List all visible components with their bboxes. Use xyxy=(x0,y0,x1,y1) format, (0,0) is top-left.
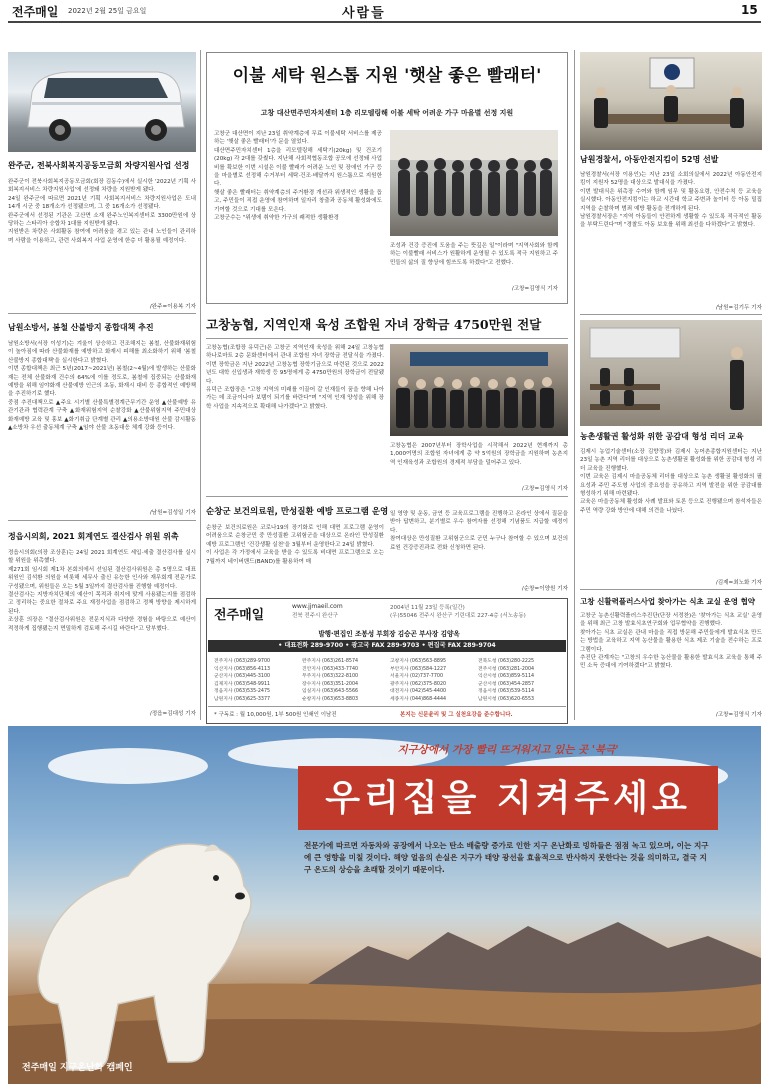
police-meeting-photo xyxy=(580,52,762,150)
masthead-logo: 전주매일 xyxy=(12,5,59,19)
branches-col-1 xyxy=(214,658,300,703)
branches-col-4 xyxy=(478,658,564,703)
branch: 익산지사 (063)856-4113 xyxy=(214,666,271,672)
imprint-pub-address: (우)55046 전주시 완산구 기린대로 227-4층 (서노송동) xyxy=(390,613,526,619)
scholarship-ceremony-photo xyxy=(390,344,568,436)
branches-col-3 xyxy=(390,658,476,703)
page-number: 15 xyxy=(741,3,758,17)
a4-headline: 이불 세탁 원스톱 지원 '햇살 좋은 빨래터' xyxy=(232,66,542,86)
branch: 전주지사 (063)289-9700 xyxy=(214,659,271,664)
branch: 순창지사 (063)653-8803 xyxy=(302,696,359,702)
branch: 고창지사 (063)563-8895 xyxy=(390,659,447,664)
branch: 정읍지사 (063)535-2475 xyxy=(214,689,271,694)
a6-headline: 순창군 보건의료원, 만성질환 예방 프로그램 운영 xyxy=(206,507,389,517)
a9-byline: /고창=김영식 기자 xyxy=(715,712,762,718)
a5-rule xyxy=(206,338,568,339)
a4-byline: /고창=김영식 기자 xyxy=(511,286,558,292)
branch: 군산지사 (063)445-3100 xyxy=(214,674,271,679)
ad-body: 전문가에 따르면 자동차와 공장에서 나오는 탄소 배출량 증가로 인한 지구 온난화로 빙하들은 점점 녹고 있으며, 이는 지구에 큰 영향을 미칠 것이다. 해양 얼음의 손실은 지구가 태양 광선을 효율적으로 반사하지 못한다는 것을 의미하고, 결국 지구 온도의 상승을 초래할 것이기 때문이다. xyxy=(304,841,709,874)
a2-headline: 남원소방서, 봄철 산불방지 종합대책 추진 xyxy=(8,323,154,332)
a9-headline: 고창 신활력플러스사업 찾아가는 식초 교실 운영 협약 xyxy=(580,597,756,606)
branch: 부안지사 (063)584-1227 xyxy=(390,666,447,672)
a6-body-left: 순창군 보건의료원은 코로나19의 장기화로 인해 대면 프로그램 운영이 어려움으로 순창군민 중 만성질환 고위험군을 대상으로 온라인 만성질환 예방 프로그램인 '건강생활 실천'을 3월부터 운영한다고 24일 밝혔다. 이 사업은 각 가정에서 교육을 받을 수 있도록 비대면 프로그램으로 오는 7월까지 네이버밴드(BAND)를 활용하여 매 xyxy=(206,525,384,565)
imprint-url: www.jjmaeil.com xyxy=(292,603,343,610)
a4-body-left: 고창군 대산면이 지난 23일 취약계층에 무료 이불세탁 서비스를 제공하는 '햇살 좋은 빨래터'가 문을 열었다. 대산면주민자치센터 1층을 리모델링해 세탁기(20kg) 및 건조기(20kg) 각 2대를 갖췄다. 지난해 사회적협동조합 공모에 선정돼 사업비를 확보한 이번 시설은 이불 빨래가 어려운 노인 및 장애인 가구 등을 마을별로 선정해 수거부터 세탁·건조·배달까지 원스톱으로 지원한다. 햇살 좋은 빨래터는 취약계층의 주거환경 개선과 위생적인 생활을 돕고, 주민들이 직접 운영에 참여하며 일자리 창출과 공동체 활성화에도 기여할 것으로 기대를 모은다. 고창군수는 "위생에 취약한 가구의 쾌적한 생활환경 xyxy=(214,131,382,222)
branch: 서울지사 (02)737-7700 xyxy=(390,674,444,679)
masthead xyxy=(0,0,769,22)
a3-headline: 정읍시의회, 2021 회계연도 결산검사 위원 위촉 xyxy=(8,532,179,541)
a4-subhead: 고창 대산면주민자치센터 1층 리모델링해 이불 세탁 어려운 가구 마을별 선정 지원 xyxy=(260,109,514,117)
branch: 남원시청 (063)620-6553 xyxy=(478,696,535,702)
van-photo xyxy=(8,52,196,152)
a1-rule xyxy=(8,313,196,314)
branch: 전북도청 (063)280-2225 xyxy=(478,659,535,664)
a2-byline: /남원=김성일 기자 xyxy=(149,510,196,516)
a7-headline: 남원경찰서, 아동안전지킴이 52명 선발 xyxy=(580,155,719,164)
a8-rule xyxy=(580,589,762,590)
a1-headline: 완주군, 전북사회복지공동모금회 차량지원사업 선정 xyxy=(8,161,190,170)
masthead-date: 2022년 2월 25일 금요일 xyxy=(68,7,147,15)
climate-ad xyxy=(8,726,761,1084)
imprint-reg-date: 2004년 11월 23일 등록(일간) xyxy=(390,605,465,611)
banner-crowd-illustration xyxy=(390,344,568,436)
a9-body: 고창군 농촌신활력플러스추진단(단장 서정찬)은 '찾아가는 식초 교실' 운영을 위해 최근 고창 발효식초연구회와 업무협약을 진행했다. 찾아가는 식초 교실은 관내 마을을 직접 방문해 주민들에게 발효식초 만드는 방법을 교육하고 지역 농산물을 활용한 식초 제조 기술을 전수하는 프로그램이다. 추진단 관계자는 "고창의 우수한 농산물을 활용한 발효식초 교육을 통해 주민 소득 증대에 기여하겠다"고 밝혔다. xyxy=(580,613,762,670)
a6-body-right: 일 영양 및 운동, 금연 등 교육프로그램을 진행하고 온라인 상에서 질문을 받아 답변하고, 분기별로 우수 참여자를 선정해 기념품도 지급할 예정이다. 참여대상은 만성질환 고위험군으로 군민 누구나 참여할 수 있으며 보건의료원 건강증진과로 전화 신청하면 된다. xyxy=(390,511,568,551)
column-rule-right xyxy=(574,50,575,720)
a3-body: 정읍시의회(의장 조상훈)는 24일 2021 회계연도 세입·세출 결산검사를 실시할 위원을 위촉했다. 제271회 임시회 제1차 본회의에서 선임된 결산검사위원은 총 5명으로 대표위원인 김석환 의원을 비롯해 세무사 출신 유능한 인사와 재무회계 전문가로 구성됐으며, 위원들은 오는 5월 3일까지 결산검사를 진행할 예정이다. 결산검사는 지방자치단체의 예산이 목적과 취지에 맞게 사용됐는지를 점검하고 정리하는 중요한 절차로 주요 재정사업을 점검하고 정책 방향을 제시하게 된다. 조상훈 의장은 "결산검사위원은 전문지식과 다양한 경험을 바탕으로 예산이 적정하게 집행됐는지 면밀하게 검토해 주시길 바란다"고 당부했다. xyxy=(8,550,196,632)
a3-byline: /정읍=김대성 기자 xyxy=(149,711,196,717)
branch: 무주지사 (063)322-8100 xyxy=(302,674,359,679)
branch: 진안지사 (063)433-7740 xyxy=(302,666,359,672)
branch: 정읍시청 (063)539-5114 xyxy=(478,689,535,694)
a5-body-right: 고창농협은 2007년부터 장학사업을 시작해서 2022년 현재까지 총 1,000여명의 조합원 자녀에게 총 약 5억원의 장학금을 지원하며 농촌지역 인재육성과 조합원의 경제적 부담을 덜어주고 있다. xyxy=(390,443,568,466)
branch: 전주시청 (063)281-2004 xyxy=(478,666,535,672)
imprint-people: 발행·편집인 조봉성 부회장 김승곤 부사장 김양옥 xyxy=(318,630,460,638)
a7-byline: /남원=김기두 기자 xyxy=(715,305,762,311)
branch: 완주지사 (063)261-8574 xyxy=(302,659,359,664)
branch: 남원지사 (063)625-3377 xyxy=(214,696,271,702)
a5-body-left: 고창농협(조합장 유덕근)은 고창군 지역인재 육성을 위해 24일 고창농협 하나로마트 2층 문화센터에서 관내 조합원 자녀 장학금 전달식을 가졌다. 이번 장학금은 지난 2022년 고창농협 장학기금으로 마련된 것으로 2022년도 대학 신입생과 재학생 등 95명에게 총 4750만원의 장학금이 전달됐다. 유덕근 조합장은 "고창 지역의 미래를 이끌어 갈 인재들이 꿈을 향해 나아가는 데 조금이나마 보탬이 되기를 바란다"며 "지역 인재 양성을 위해 장학 사업을 지속적으로 확대해 나가겠다"고 밝혔다. xyxy=(206,345,384,410)
branch: 익산시청 (063)859-5114 xyxy=(478,674,535,679)
classroom-illustration xyxy=(580,320,762,426)
a7-body: 남원경찰서(서장 이용인)는 지난 23일 소회의실에서 2022년 아동안전지킴이 지원자 52명을 대상으로 발대식을 가졌다. 이번 발대식은 위촉장 수여와 함께 임무 및 활동요령, 안전수칙 등 교육을 실시했다. 아동안전지킴이는 하교 시간대 학교 주변과 놀이터 등 아동 밀집 지역을 순찰하며 범죄 예방 활동을 전개하게 된다. 남원경찰서장은 "지역 아동들이 안전하게 생활할 수 있도록 적극적인 활동을 부탁드린다"며 "경찰도 아동 보호를 위해 최선을 다하겠다"고 밝혔다. xyxy=(580,172,762,229)
a1-byline: /완주=이용복 기자 xyxy=(149,304,196,310)
leader-education-photo xyxy=(580,320,762,426)
a5-headline: 고창농협, 지역인재 육성 조합원 자녀 장학금 4750만원 전달 xyxy=(206,317,542,332)
column-rule-left xyxy=(200,50,201,720)
a2-rule xyxy=(8,520,196,521)
meeting-room-illustration xyxy=(580,52,762,150)
imprint-footer-left: * 구독료 : 월 10,000원, 1부 500원 인쇄인 이남진 xyxy=(214,712,337,718)
branch: 광주지사 (062)375-8020 xyxy=(390,681,447,687)
a5-bottom-rule xyxy=(206,496,568,497)
branch: 장수지사 (063)351-2004 xyxy=(302,681,359,687)
a2-body: 남원소방서(서장 이성기)는 겨울이 상승하고 건조해지는 봄철, 산불화재위험이 높아짐에 따라 산불화재를 예방하고 화재시 피해를 최소화하기 위해 '봄철 산불방지 종합대책'을 실시한다고 밝혔다. 이번 종합대책은 최근 5년(2017~2021년) 봄철(2~4월)에 발생하는 산불화재는 전체 산불화재 건수의 64%에 이를 정도로, 봄철에 집중되는 산불화재 예방을 위해 임야화재 산불예방 인근의 초동, 화재시 대비 등 종합적인 예방책을 추진하기로 했다. 중점 추진대책으로 ▲주요 시기별 산불특별경계근무기간 운영 ▲산불예방 유관기관과 협력관계 구축 ▲화재위험지역 순찰강화 ▲산불위험지역 주민대상 화재예방 교육 및 홍보 ▲화기취급 단계별 관리 ▲의용소방대원 산불 감시활동 ▲소방차 우선 출동체계 구축 ▲임야 산불 초동대응 체계 강화 등이다. xyxy=(8,341,196,432)
imprint-footer-right: 본지는 신문윤리 및 그 실천요강을 준수합니다. xyxy=(400,712,513,718)
branch: 세종지사 (044)868-4444 xyxy=(390,696,447,702)
branch: 군산시청 (063)454-2857 xyxy=(478,681,535,687)
laundry-ceremony-photo xyxy=(390,130,558,236)
a4-body-right: 조성과 건강 증진에 도움을 주는 뜻깊은 일"이라며 "지역사회와 함께하는 이불빨래 서비스가 원활하게 운영될 수 있도록 적극 지원하고 주민들의 삶의 질 향상에 힘쓰도록 하겠다"고 전했다. xyxy=(390,243,558,266)
ad-tagline: 지구상에서 가장 빨리 뜨거워지고 있는 곳 '북극' xyxy=(397,744,619,756)
masthead-rule xyxy=(8,21,761,23)
section-name: 사람들 xyxy=(342,6,386,21)
branches-col-2 xyxy=(302,658,388,703)
a1-body: 완주군이 전북사회복지공동모금회(회장 김동수)에서 실시한 '2022년 기획 사회복지서비스 차량지원사업'에 선정돼 차량을 지원받게 됐다. 24일 완주군에 따르면 2021년 기획 사회복지서비스 차량지원사업은 도내 14개 시군 중 18개소가 선정됐으며, 그 중 16개소가 선정됐다. 완주군에서 선정된 기관은 고산면 소재 완주노인복지센터로 3300만원에 상당하는 스타리아 승합차 1대를 지원받게 됐다. 지원받은 차량은 사회활동 참여에 어려움을 겪고 있는 관내 노인들이 관리하며 사람을 이용하고, 관련 사회복지 사업 운영에 한층 더 활용될 예정이다. xyxy=(8,179,196,244)
branch: 김제지사 (063)548-9911 xyxy=(214,681,271,687)
van-illustration xyxy=(8,52,196,152)
a8-headline: 농촌생활권 활성화 위한 공감대 형성 리더 교육 xyxy=(580,432,744,441)
imprint-logo: 전주매일 xyxy=(214,608,265,623)
imprint-footer-rule xyxy=(208,706,566,707)
branch: 임실지사 (063)643-5566 xyxy=(302,689,359,694)
a5-byline: /고창=김영식 기자 xyxy=(521,486,568,492)
a6-byline: /순창=이양원 기자 xyxy=(521,586,568,592)
branch: 대전지사 (042)545-4400 xyxy=(390,689,447,694)
imprint-phone-bar: • 대표전화 289-9700 • 광고국 FAX 289-9703 • 편집국 FAX 289-9704 xyxy=(208,640,566,652)
group-people-illustration xyxy=(390,130,558,236)
ad-title: 우리집을 지켜주세요 xyxy=(298,766,718,830)
ad-credit: 전주매일 지구온난화 캠페인 xyxy=(22,1063,133,1073)
a8-body: 김제시 농업기술센터(소장 김향정)와 김제시 농어촌종합지원센터는 지난 23일 농촌 지역 리더를 대상으로 농촌생활권 활성화를 위한 공감대 형성 리더 교육을 진행했다. 이번 교육은 김제시 마을공동체 리더를 대상으로 농촌 생활권 활성화의 필요성과 주민 주도형 사업의 중요성을 공유하고 지역 발전을 위한 공감대를 형성하기 위해 마련됐다. 교육은 마을공동체 활성화 사례 발표와 토론 등으로 진행됐으며 참석자들은 주민 역량 강화 방안에 대해 의견을 나눴다. xyxy=(580,449,762,514)
imprint-address: 전북 전주시 완산구 xyxy=(292,613,339,619)
a7-rule xyxy=(580,314,762,315)
a8-byline: /김제=최노화 기자 xyxy=(715,580,762,586)
